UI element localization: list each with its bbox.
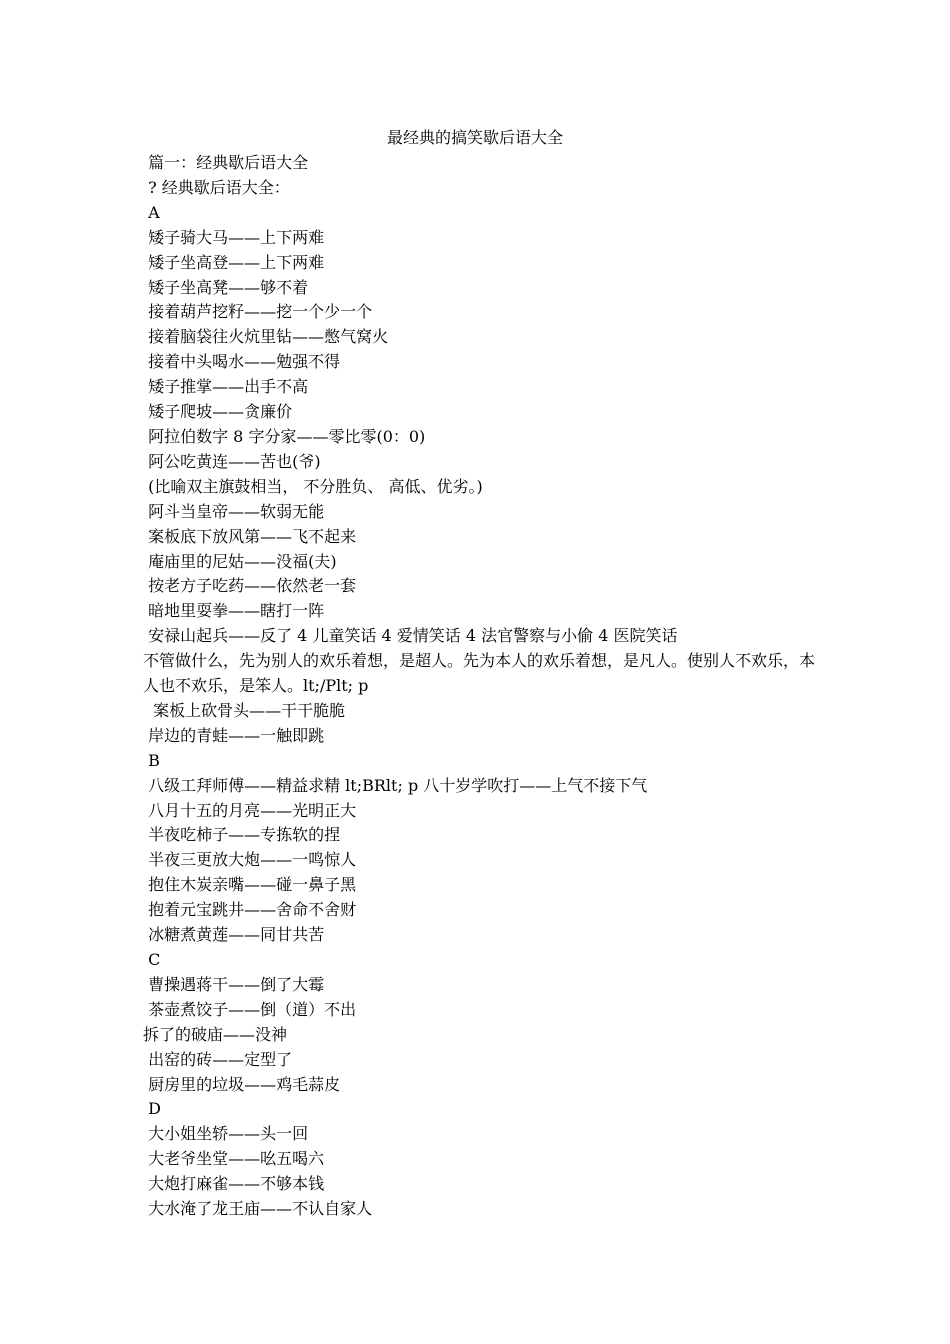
text-line: 八级工拜师傅——精益求精 lt;BRlt; p 八十岁学吹打——上气不接下气 — [143, 775, 648, 795]
text-line: 大炮打麻雀——不够本钱 — [143, 1174, 325, 1194]
text-line: 曹操遇蒋干——倒了大霉 — [143, 974, 325, 994]
text-line: 矮子骑大马——上下两难 — [143, 227, 325, 247]
text-line: 厨房里的垃圾——鸡毛蒜皮 — [143, 1074, 341, 1094]
section-heading: D — [143, 1099, 161, 1119]
text-line: 抱着元宝跳井——舍命不舍财 — [143, 900, 357, 920]
text-line: 阿拉伯数字 8 字分家——零比零(0：0) — [143, 426, 426, 446]
section-heading: B — [143, 750, 160, 770]
text-line: 暗地里耍拳——瞎打一阵 — [143, 601, 325, 621]
text-line: 篇一：经典歇后语大全 — [143, 153, 309, 172]
text-line: 半夜三更放大炮——一鸣惊人 — [143, 850, 357, 870]
text-line: 冰糖煮黄莲——同甘共苦 — [143, 925, 325, 945]
text-line: ? 经典歇后语大全： — [143, 177, 290, 197]
text-line: 按老方子吃药——依然老一套 — [143, 576, 357, 596]
text-line: 安禄山起兵——反了 4 儿童笑话 4 爱情笑话 4 法官警察与小偷 4 医院笑话 — [143, 626, 678, 646]
text-line: 矮子爬坡——贪廉价 — [143, 402, 293, 422]
document-body — [143, 151, 823, 1222]
text-line: 接着中头喝水——勉强不得 — [143, 352, 341, 372]
text-line: 大老爷坐堂——吆五喝六 — [143, 1149, 325, 1169]
text-line: (比喻双主旗鼓相当， 不分胜负、 高低、优劣。) — [143, 476, 483, 496]
text-line: 出窑的砖——定型了 — [143, 1049, 293, 1069]
text-line: 接着脑袋往火炕里钻——憋气窝火 — [143, 327, 389, 347]
text-line: 案板底下放风第——飞不起来 — [143, 526, 357, 546]
text-line: 大水淹了龙王庙——不认自家人 — [143, 1199, 373, 1219]
text-line: 八月十五的月亮——光明正大 — [143, 800, 357, 820]
text-line: 抱住木炭亲嘴——碰一鼻子黑 — [143, 875, 357, 895]
text-line: 接着葫芦挖籽——挖一个少一个 — [143, 302, 373, 322]
text-line: 阿公吃黄连——苦也(爷) — [143, 451, 321, 471]
section-heading: C — [143, 950, 161, 969]
text-line: 矮子推掌——出手不高 — [143, 377, 309, 397]
text-line: 庵庙里的尼姑——没福(夫) — [143, 551, 337, 571]
text-line: 茶壶煮饺子——倒（道）不出 — [143, 999, 357, 1019]
text-line: 拆了的破庙——没神 — [143, 1024, 288, 1044]
text-line: 大小姐坐轿——头一回 — [143, 1124, 309, 1144]
text-line: 岸边的青蛙——一触即跳 — [143, 725, 325, 745]
text-line: 半夜吃柿子——专拣软的捏 — [143, 825, 341, 845]
section-heading: A — [143, 202, 160, 222]
text-line: 阿斗当皇帝——软弱无能 — [143, 501, 325, 521]
text-line: 矮子坐高登——上下两难 — [143, 252, 325, 272]
text-line: 案板上砍骨头——干干脆脆 — [143, 700, 346, 720]
text-line: 矮子坐高凳——够不着 — [143, 277, 309, 297]
text-paragraph: 不管做什么，先为别人的欢乐着想，是超人。先为本人的欢乐着想，是凡人。使别人不欢乐，本人也不欢乐，是笨人。lt;/Plt; p — [143, 651, 816, 696]
document-title: 最经典的搞笑歇后语大全 — [386, 128, 563, 147]
